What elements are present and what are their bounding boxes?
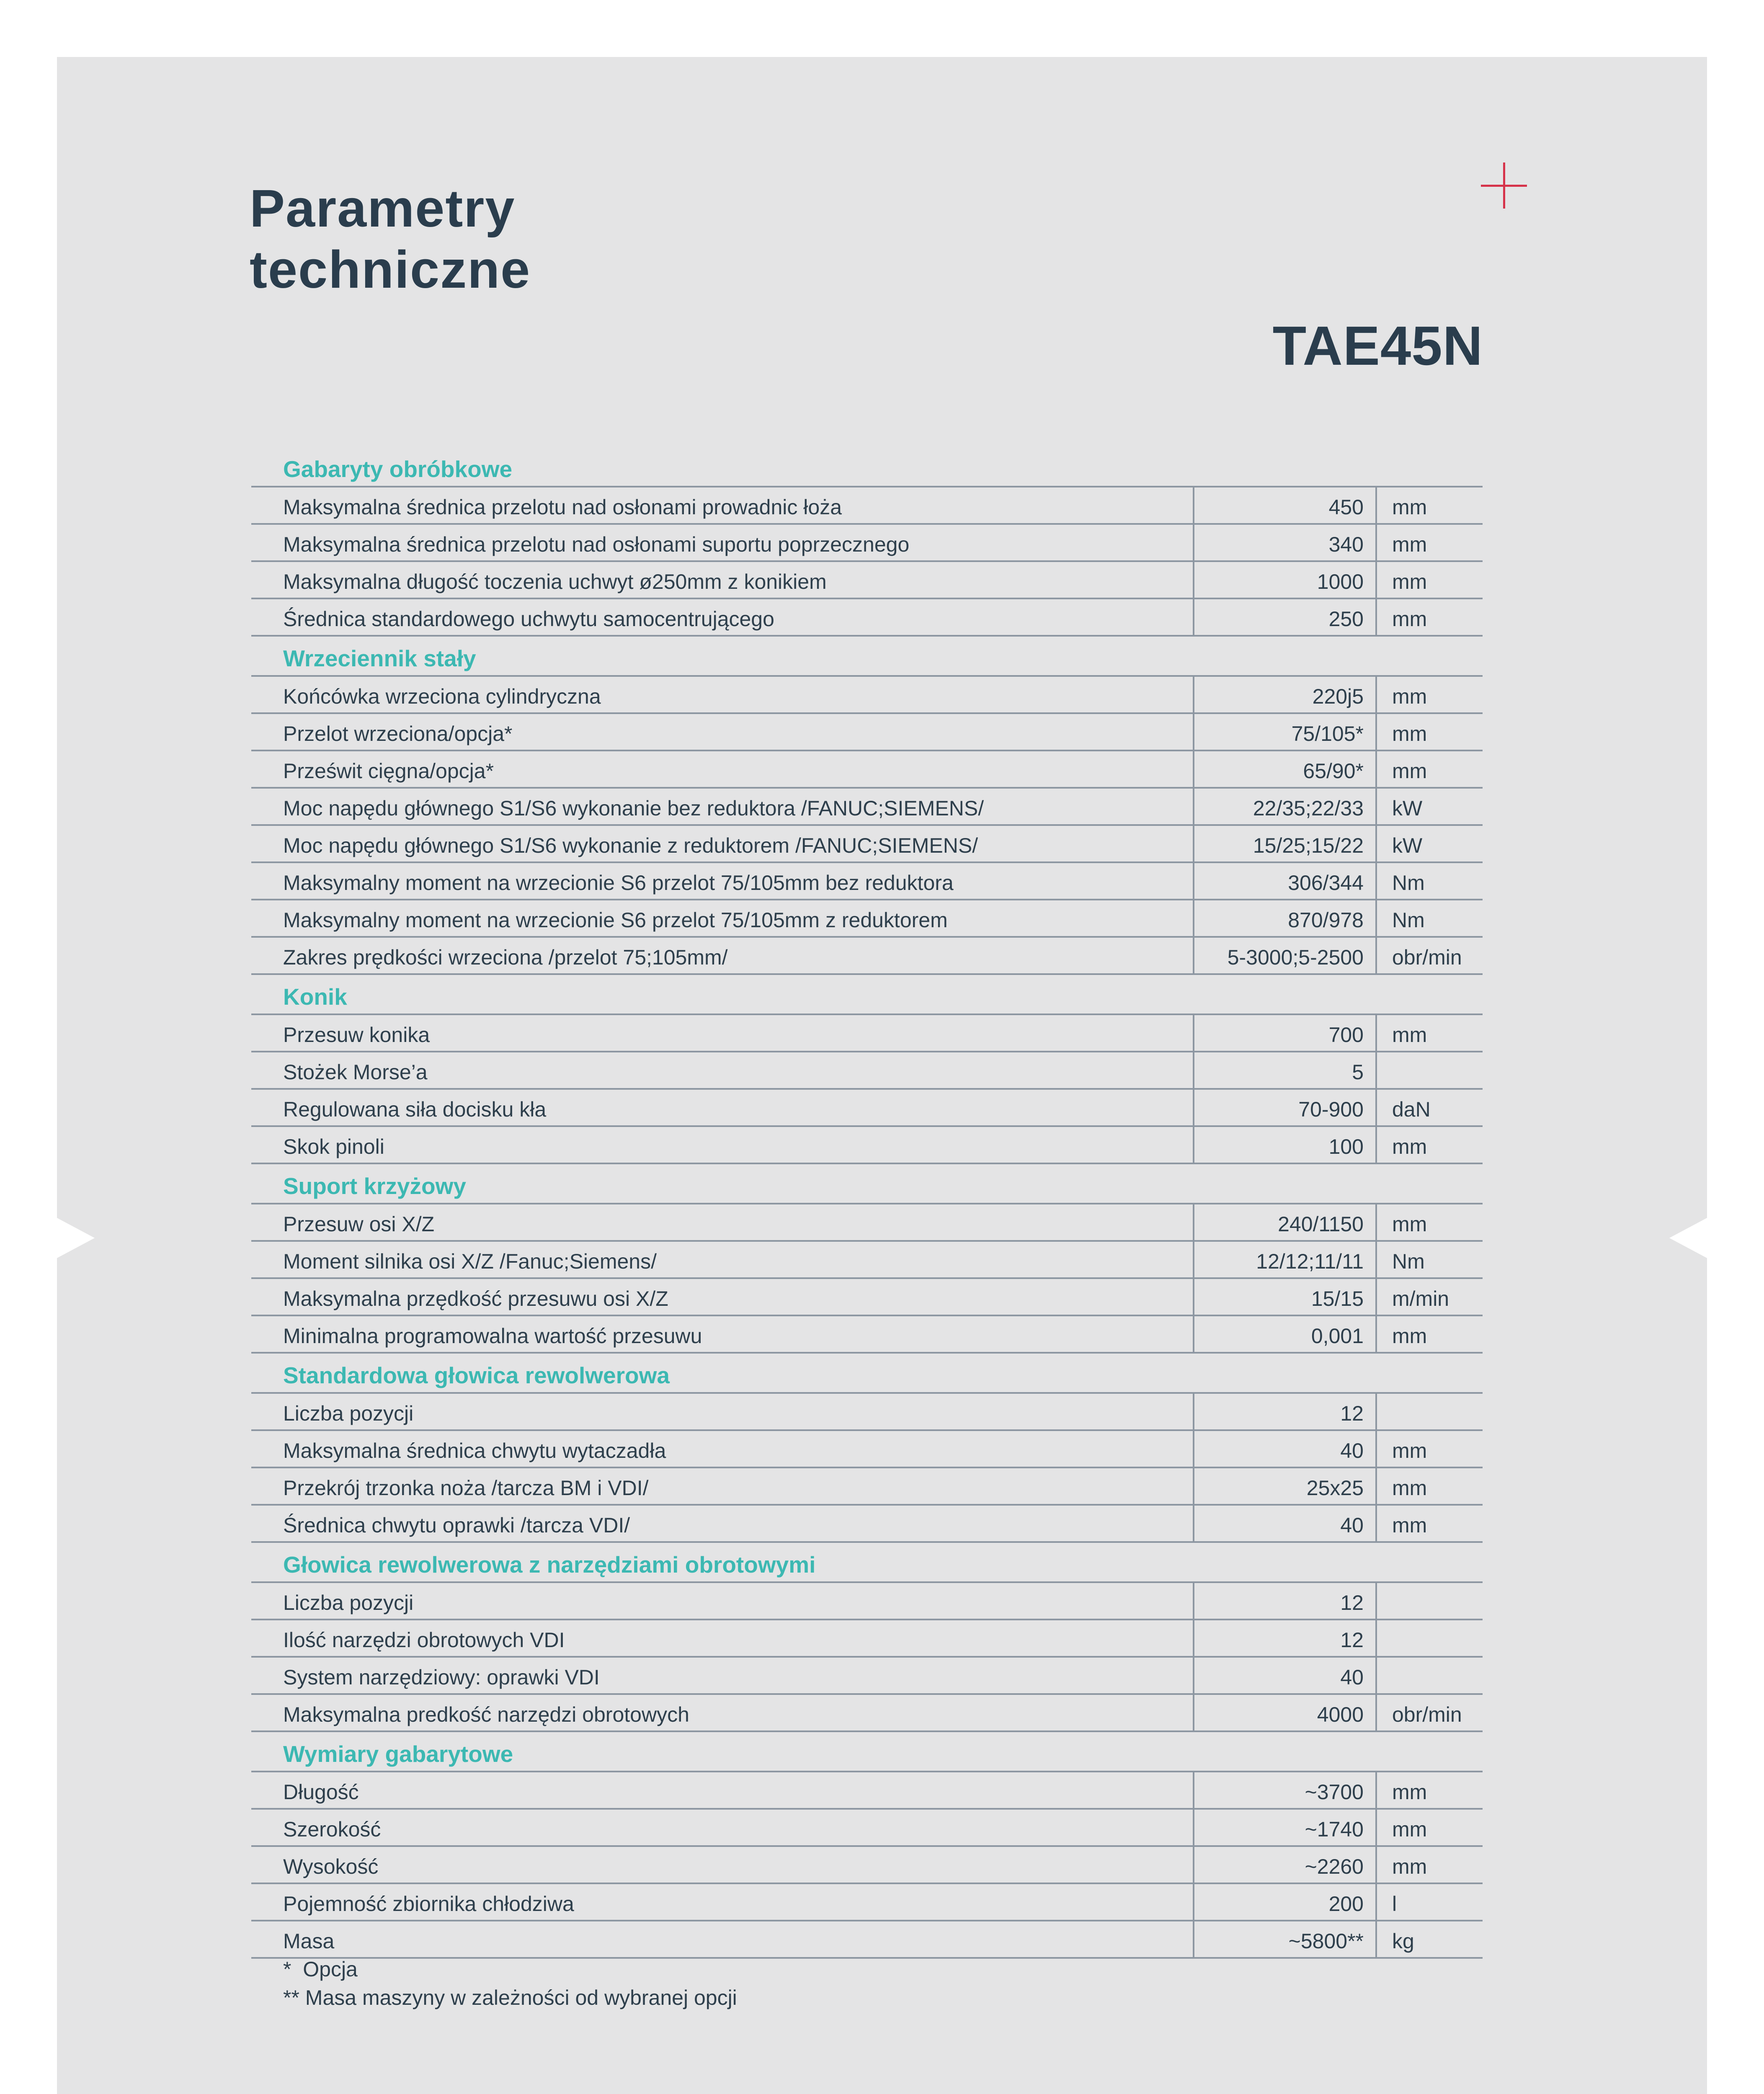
- spec-unit: mm: [1392, 570, 1427, 593]
- spec-value: 250: [1193, 599, 1377, 635]
- spec-value: ~3700: [1193, 1772, 1377, 1808]
- spec-table: [251, 447, 1483, 1959]
- section-title: Standardowa głowica rewolwerowa: [251, 1354, 1483, 1394]
- table-row: [251, 599, 1483, 637]
- spec-value: 40: [1193, 1431, 1377, 1467]
- spec-unit: Nm: [1392, 908, 1425, 932]
- spec-value: 65/90*: [1193, 751, 1377, 787]
- spec-unit: l: [1392, 1892, 1397, 1916]
- spec-label: Moc napędu głównego S1/S6 wykonanie bez reduktora /FANUC;SIEMENS/: [283, 796, 984, 820]
- spec-label: Skok pinoli: [283, 1135, 384, 1158]
- section-title: Głowica rewolwerowa z narzędziami obrotowymi: [251, 1543, 1483, 1583]
- table-row: [251, 714, 1483, 751]
- spec-unit: kg: [1392, 1929, 1414, 1953]
- spec-unit: obr/min: [1392, 1702, 1462, 1726]
- spec-value: 5: [1193, 1052, 1377, 1088]
- spec-unit: mm: [1392, 722, 1427, 745]
- spec-label: Przekrój trzonka noża /tarcza BM i VDI/: [283, 1476, 649, 1500]
- spec-value: 100: [1193, 1127, 1377, 1163]
- spec-value: 12: [1193, 1583, 1377, 1619]
- spec-unit: mm: [1392, 1212, 1427, 1236]
- spec-value: 0,001: [1193, 1316, 1377, 1352]
- spec-label: Pojemność zbiornika chłodziwa: [283, 1892, 574, 1916]
- spec-value: 12: [1193, 1620, 1377, 1656]
- spec-unit: mm: [1392, 1439, 1427, 1462]
- spec-value: 450: [1193, 487, 1377, 523]
- spec-label: Przesuw konika: [283, 1023, 430, 1047]
- spec-unit: [1377, 1658, 1483, 1693]
- spec-label: Końcówka wrzeciona cylindryczna: [283, 684, 601, 708]
- table-row: [251, 1620, 1483, 1658]
- spec-label: Maksymalna średnica chwytu wytaczadła: [283, 1439, 666, 1462]
- spec-unit: Nm: [1392, 1249, 1425, 1273]
- spec-label: Zakres prędkości wrzeciona /przelot 75;105mm/: [283, 945, 728, 969]
- spec-unit: mm: [1392, 1513, 1427, 1537]
- spec-value: 22/35;22/33: [1193, 789, 1377, 824]
- footnotes: [283, 1955, 737, 2012]
- fold-notch-right: [1669, 1218, 1707, 1258]
- spec-value: ~2260: [1193, 1847, 1377, 1883]
- spec-label: Masa: [283, 1929, 335, 1953]
- table-row: [251, 789, 1483, 826]
- spec-label: Regulowana siła docisku kła: [283, 1097, 547, 1121]
- spec-unit: mm: [1392, 759, 1427, 783]
- spec-unit: [1377, 1394, 1483, 1429]
- spec-unit: mm: [1392, 1780, 1427, 1804]
- section-title: Wrzeciennik stały: [251, 637, 1483, 677]
- spec-label: Średnica standardowego uchwytu samocentrującego: [283, 607, 774, 631]
- model-name: TAE45N: [1272, 315, 1483, 377]
- spec-unit: mm: [1392, 1023, 1427, 1047]
- table-row: [251, 1431, 1483, 1468]
- table-row: [251, 677, 1483, 714]
- spec-value: ~5800**: [1193, 1921, 1377, 1957]
- spec-label: Długość: [283, 1780, 359, 1804]
- spec-label: Maksymalna długość toczenia uchwyt ø250mm z konikiem: [283, 570, 827, 593]
- spec-label: Średnica chwytu oprawki /tarcza VDI/: [283, 1513, 630, 1537]
- table-row: [251, 525, 1483, 562]
- table-row: [251, 1127, 1483, 1164]
- page-title: [250, 178, 531, 300]
- spec-unit: mm: [1392, 1324, 1427, 1348]
- table-row: [251, 1772, 1483, 1810]
- spec-label: Moc napędu głównego S1/S6 wykonanie z reduktorem /FANUC;SIEMENS/: [283, 833, 978, 857]
- section-title: Gabaryty obróbkowe: [251, 447, 1483, 487]
- spec-value: 1000: [1193, 562, 1377, 598]
- spec-unit: mm: [1392, 1854, 1427, 1878]
- spec-value: 700: [1193, 1015, 1377, 1051]
- table-row: [251, 1658, 1483, 1695]
- spec-label: Maksymalna średnica przelotu nad osłonami prowadnic łoża: [283, 495, 842, 519]
- table-row: [251, 1468, 1483, 1506]
- spec-unit: kW: [1392, 796, 1423, 820]
- table-row: [251, 1279, 1483, 1316]
- page-title-line: Parametry: [250, 179, 516, 238]
- spec-value: 40: [1193, 1506, 1377, 1541]
- spec-unit: mm: [1392, 684, 1427, 708]
- page-title-line: techniczne: [250, 240, 531, 299]
- fold-notch-left: [57, 1218, 95, 1258]
- table-row: [251, 1583, 1483, 1620]
- spec-unit: kW: [1392, 833, 1423, 857]
- spec-unit: mm: [1392, 1135, 1427, 1158]
- spec-value: 200: [1193, 1884, 1377, 1920]
- crosshair-mark-icon: [1481, 162, 1527, 209]
- spec-value: 25x25: [1193, 1468, 1377, 1504]
- footnote: ** Masa maszyny w zależności od wybranej opcji: [283, 1986, 737, 2009]
- spec-label: Maksymalny moment na wrzecionie S6 przelot 75/105mm bez reduktora: [283, 871, 954, 895]
- spec-label: Liczba pozycji: [283, 1591, 414, 1614]
- spec-label: Liczba pozycji: [283, 1401, 414, 1425]
- spec-label: Prześwit cięgna/opcja*: [283, 759, 494, 783]
- spec-unit: [1377, 1052, 1483, 1088]
- spec-label: Maksymalna średnica przelotu nad osłonami suportu poprzecznego: [283, 532, 910, 556]
- spec-unit: [1377, 1583, 1483, 1619]
- table-row: [251, 1810, 1483, 1847]
- spec-label: Maksymalna predkość narzędzi obrotowych: [283, 1702, 689, 1726]
- table-row: [251, 1394, 1483, 1431]
- spec-unit: m/min: [1392, 1287, 1449, 1310]
- spec-value: 15/15: [1193, 1279, 1377, 1315]
- spec-label: Przelot wrzeciona/opcja*: [283, 722, 513, 745]
- spec-label: Wysokość: [283, 1854, 379, 1878]
- table-row: [251, 1204, 1483, 1242]
- section-title: Konik: [251, 975, 1483, 1015]
- spec-unit: mm: [1392, 532, 1427, 556]
- table-row: [251, 1316, 1483, 1354]
- spec-value: 40: [1193, 1658, 1377, 1693]
- spec-value: 12: [1193, 1394, 1377, 1429]
- table-row: [251, 751, 1483, 789]
- spec-value: 240/1150: [1193, 1204, 1377, 1240]
- spec-value: 340: [1193, 525, 1377, 560]
- spec-label: Szerokość: [283, 1817, 381, 1841]
- spec-label: Maksymalny moment na wrzecionie S6 przelot 75/105mm z reduktorem: [283, 908, 948, 932]
- table-row: [251, 900, 1483, 938]
- table-row: [251, 863, 1483, 900]
- spec-unit: mm: [1392, 495, 1427, 519]
- table-row: [251, 826, 1483, 863]
- spec-unit: Nm: [1392, 871, 1425, 895]
- table-row: [251, 1847, 1483, 1884]
- spec-value: 5-3000;5-2500: [1193, 938, 1377, 973]
- spec-label: Stożek Morse’a: [283, 1060, 428, 1084]
- spec-value: 306/344: [1193, 863, 1377, 899]
- section-title: Suport krzyżowy: [251, 1164, 1483, 1204]
- spec-value: 870/978: [1193, 900, 1377, 936]
- spec-value: ~1740: [1193, 1810, 1377, 1845]
- table-row: [251, 562, 1483, 599]
- table-row: [251, 1921, 1483, 1959]
- spec-unit: mm: [1392, 607, 1427, 631]
- table-row: [251, 1242, 1483, 1279]
- spec-value: 75/105*: [1193, 714, 1377, 750]
- spec-label: Minimalna programowalna wartość przesuwu: [283, 1324, 702, 1348]
- spec-label: Maksymalna przędkość przesuwu osi X/Z: [283, 1287, 668, 1310]
- spec-value: 12/12;11/11: [1193, 1242, 1377, 1277]
- spec-value: 220j5: [1193, 677, 1377, 712]
- spec-unit: obr/min: [1392, 945, 1462, 969]
- spec-unit: mm: [1392, 1476, 1427, 1500]
- section-title: Wymiary gabarytowe: [251, 1732, 1483, 1772]
- table-row: [251, 1052, 1483, 1090]
- spec-value: 4000: [1193, 1695, 1377, 1730]
- table-row: [251, 938, 1483, 975]
- spec-unit: [1377, 1620, 1483, 1656]
- spec-label: Ilość narzędzi obrotowych VDI: [283, 1628, 565, 1652]
- spec-unit: mm: [1392, 1817, 1427, 1841]
- footnote: * Opcja: [283, 1957, 358, 1981]
- spec-label: Przesuw osi X/Z: [283, 1212, 435, 1236]
- table-row: [251, 1506, 1483, 1543]
- spec-value: 70-900: [1193, 1090, 1377, 1125]
- spec-unit: daN: [1392, 1097, 1431, 1121]
- spec-value: 15/25;15/22: [1193, 826, 1377, 861]
- table-row: [251, 487, 1483, 525]
- table-row: [251, 1090, 1483, 1127]
- table-row: [251, 1884, 1483, 1921]
- spec-label: System narzędziowy: oprawki VDI: [283, 1665, 600, 1689]
- table-row: [251, 1695, 1483, 1732]
- spec-label: Moment silnika osi X/Z /Fanuc;Siemens/: [283, 1249, 657, 1273]
- table-row: [251, 1015, 1483, 1052]
